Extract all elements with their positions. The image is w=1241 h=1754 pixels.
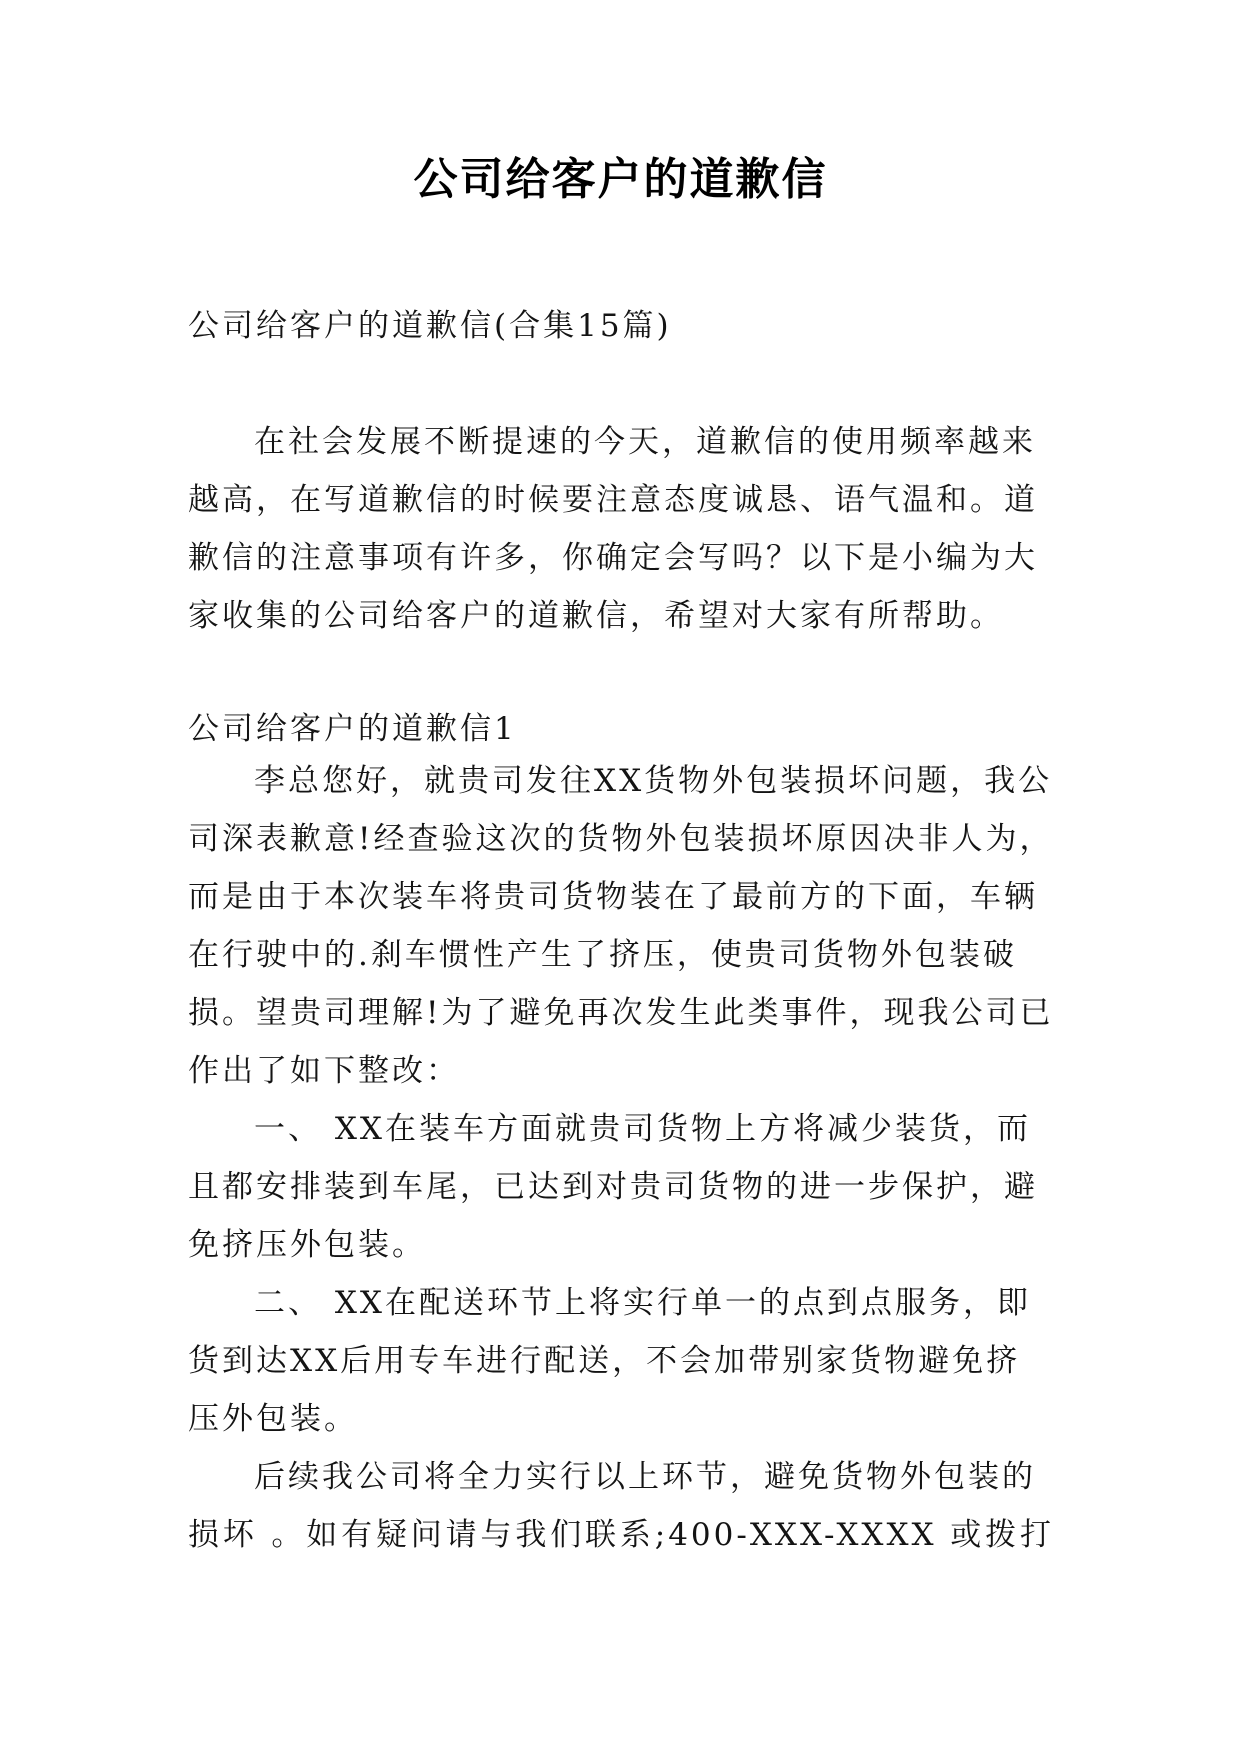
body-paragraph: 二、 XX在配送环节上将实行单一的点到点服务，即货到达XX后用专车进行配送，不会加带别家货物避免挤压外包装。 [188,1285,1031,1437]
section-body [188,752,1054,1564]
section-heading: 公司给客户的道歉信1 [188,711,517,747]
body-paragraph: 一、 XX在装车方面就贵司货物上方将减少装货，而且都安排装到车尾，已达到对贵司货物的进一步保护，避免挤压外包装。 [188,1111,1038,1263]
intro-paragraph: 在社会发展不断提速的今天，道歉信的使用频率越来越高，在写道歉信的时候要注意态度诚恳、语气温和。道歉信的注意事项有许多，你确定会写吗？以下是小编为大家收集的公司给客户的道歉信，希望对大家有所帮助。 [188,424,1038,634]
body-paragraph: 后续我公司将全力实行以上环节，避免货物外包装的损坏 。如有疑问请与我们联系;400-XXX-XXXX 或拨打 [188,1459,1054,1553]
document-title: 公司给客户的道歉信 [413,154,828,205]
body-paragraph: 李总您好，就贵司发往XX货物外包装损坏问题，我公司深表歉意!经查验这次的货物外包装损坏原因决非人为，而是由于本次装车将贵司货物装在了最前方的下面，车辆在行驶中的.刹车惯性产生了挤压，使贵司货物外包装破损。望贵司理解!为了避免再次发生此类事件，现我公司已作出了如下整改： [188,763,1054,1089]
document-subtitle: 公司给客户的道歉信(合集15篇) [188,308,672,344]
